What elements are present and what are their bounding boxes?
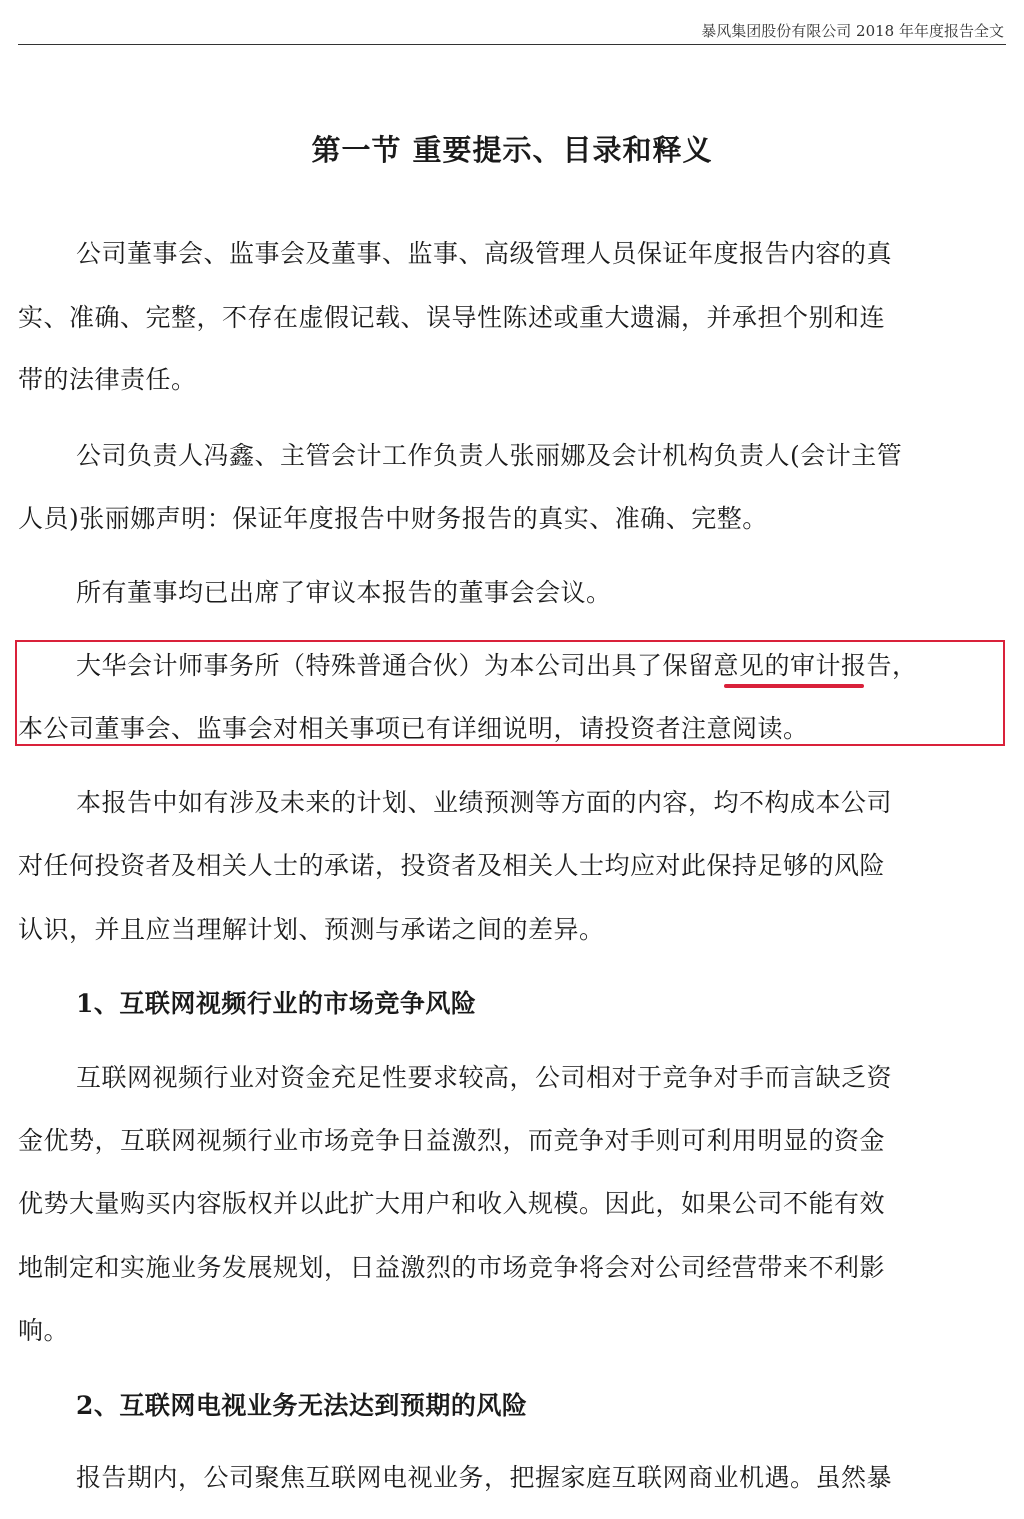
paragraph-line: 优势大量购买内容版权并以此扩大用户和收入规模。因此，如果公司不能有效 (18, 1189, 886, 1218)
paragraph-line: 金优势，互联网视频行业市场竞争日益激烈，而竞争对手则可利用明显的资金 (18, 1126, 886, 1155)
header-text: 暴风集团股份有限公司 2018 年年度报告全文 (701, 22, 1004, 40)
paragraph-line: 人员)张丽娜声明：保证年度报告中财务报告的真实、准确、完整。 (18, 504, 768, 533)
paragraph-line: 认识，并且应当理解计划、预测与承诺之间的差异。 (18, 915, 605, 944)
section-title: 第一节 重要提示、目录和释义 (311, 133, 713, 167)
paragraph-line: 实、准确、完整，不存在虚假记载、误导性陈述或重大遗漏，并承担个别和连 (18, 303, 886, 332)
paragraph-line: 本报告中如有涉及未来的计划、业绩预测等方面的内容，均不构成本公司 (76, 788, 893, 817)
paragraph-line: 报告期内，公司聚焦互联网电视业务，把握家庭互联网商业机遇。虽然暴 (76, 1463, 893, 1492)
emphasis-underline (724, 684, 864, 688)
paragraph-line: 公司负责人冯鑫、主管会计工作负责人张丽娜及会计机构负责人(会计主管 (76, 441, 903, 470)
page-header (18, 14, 1006, 45)
highlighted-line: 本公司董事会、监事会对相关事项已有详细说明，请投资者注意阅读。 (18, 714, 809, 743)
paragraph-line: 响。 (18, 1316, 70, 1345)
paragraph-line: 对任何投资者及相关人士的承诺，投资者及相关人士均应对此保持足够的风险 (18, 851, 886, 880)
paragraph-line: 带的法律责任。 (18, 365, 197, 394)
paragraph-line: 地制定和实施业务发展规划，日益激烈的市场竞争将会对公司经营带来不利影 (18, 1253, 886, 1282)
paragraph-line: 互联网视频行业对资金充足性要求较高，公司相对于竞争对手而言缺乏资 (76, 1063, 893, 1092)
paragraph-line: 公司董事会、监事会及董事、监事、高级管理人员保证年度报告内容的真 (76, 239, 893, 268)
highlighted-line: 大华会计师事务所（特殊普通合伙）为本公司出具了保留意见的审计报告， (76, 651, 918, 680)
risk-heading-1: 1、互联网视频行业的市场竞争风险 (76, 989, 477, 1018)
risk-heading-2: 2、互联网电视业务无法达到预期的风险 (76, 1391, 528, 1420)
paragraph-line: 所有董事均已出席了审议本报告的董事会会议。 (76, 578, 612, 607)
